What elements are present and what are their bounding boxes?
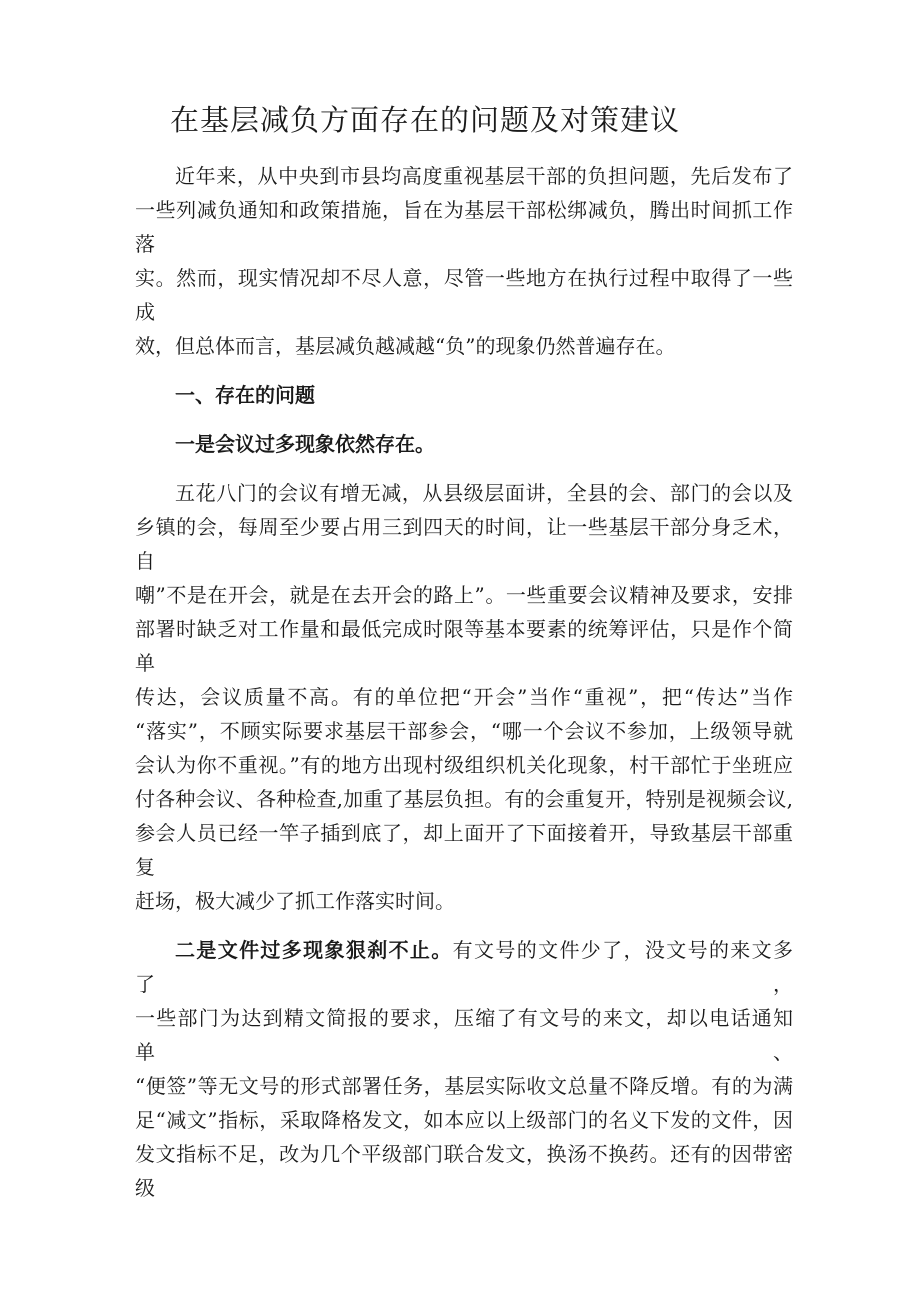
item1-line: 五花八门的会议有增无减，从县级层面讲，全县的会、部门的会以及 <box>175 481 793 505</box>
intro-line: 近年来，从中央到市县均高度重视基层干部的负担问题，先后发布了 <box>175 164 793 188</box>
item1-line: 参会人员已经一竿子插到底了，却上面开了下面接着开，导致基层干部重复 <box>135 821 793 879</box>
item1-line: 付各种会议、各种检查,加重了基层负担。有的会重复开，特别是视频会议, <box>135 787 793 811</box>
item2-line: 一些部门为达到精文简报的要求，压缩了有文号的来文，却以电话通知单、 <box>135 1006 793 1064</box>
item1-paragraph <box>135 476 793 918</box>
item1-line: 会认为你不重视。”有的地方出现村级组织机关化现象，村干部忙于坐班应 <box>135 753 793 777</box>
item2-heading: 二是文件过多现象狠刹不止。 <box>175 938 453 962</box>
intro-paragraph <box>135 159 793 363</box>
intro-line: 实。然而，现实情况却不尽人意，尽管一些地方在执行过程中取得了一些成 <box>135 266 793 324</box>
item1-heading: 一是会议过多现象依然存在。 <box>175 432 435 456</box>
item2-first-rest: 有文号的文件少了，没文号的来文多了， <box>135 938 794 996</box>
item1-heading-block <box>135 427 793 461</box>
item1-line: 部署时缺乏对工作量和最低完成时限等基本要素的统筹评估，只是作个简单 <box>135 617 793 675</box>
document-title: 在基层减负方面存在的问题及对策建议 <box>169 103 680 137</box>
intro-line: 效，但总体而言，基层减负越减越“负”的现象仍然普遍存在。 <box>135 334 676 358</box>
document-body <box>135 159 793 1205</box>
item2-line: 足“减文”指标，采取降格发文，如本应以上级部门的名义下发的文件，因 <box>135 1108 793 1132</box>
item2-line: “便签”等无文号的形式部署任务，基层实际收文总量不降反增。有的为满 <box>135 1074 793 1098</box>
item1-line: 嘲”不是在开会，就是在去开会的路上”。一些重要会议精神及要求，安排 <box>135 583 793 607</box>
item1-line: 赶场，极大减少了抓工作落实时间。 <box>135 889 455 913</box>
intro-line: 一些列减负通知和政策措施，旨在为基层干部松绑减负，腾出时间抓工作落 <box>135 198 793 256</box>
item1-line: 传达，会议质量不高。有的单位把“开会”当作“重视”，把“传达”当作 <box>135 685 793 709</box>
section-heading: 一、存在的问题 <box>175 383 315 407</box>
item1-line: “落实”，不顾实际要求基层干部参会，“哪一个会议不参加，上级领导就 <box>135 719 793 743</box>
section-heading-block <box>135 378 793 412</box>
item2-paragraph <box>135 933 793 1205</box>
item1-line: 乡镇的会，每周至少要占用三到四天的时间，让一些基层干部分身乏术，自 <box>135 515 793 573</box>
item2-first-line <box>135 933 793 1001</box>
item2-line: 发文指标不足，改为几个平级部门联合发文，换汤不换药。还有的因带密级 <box>135 1142 793 1200</box>
